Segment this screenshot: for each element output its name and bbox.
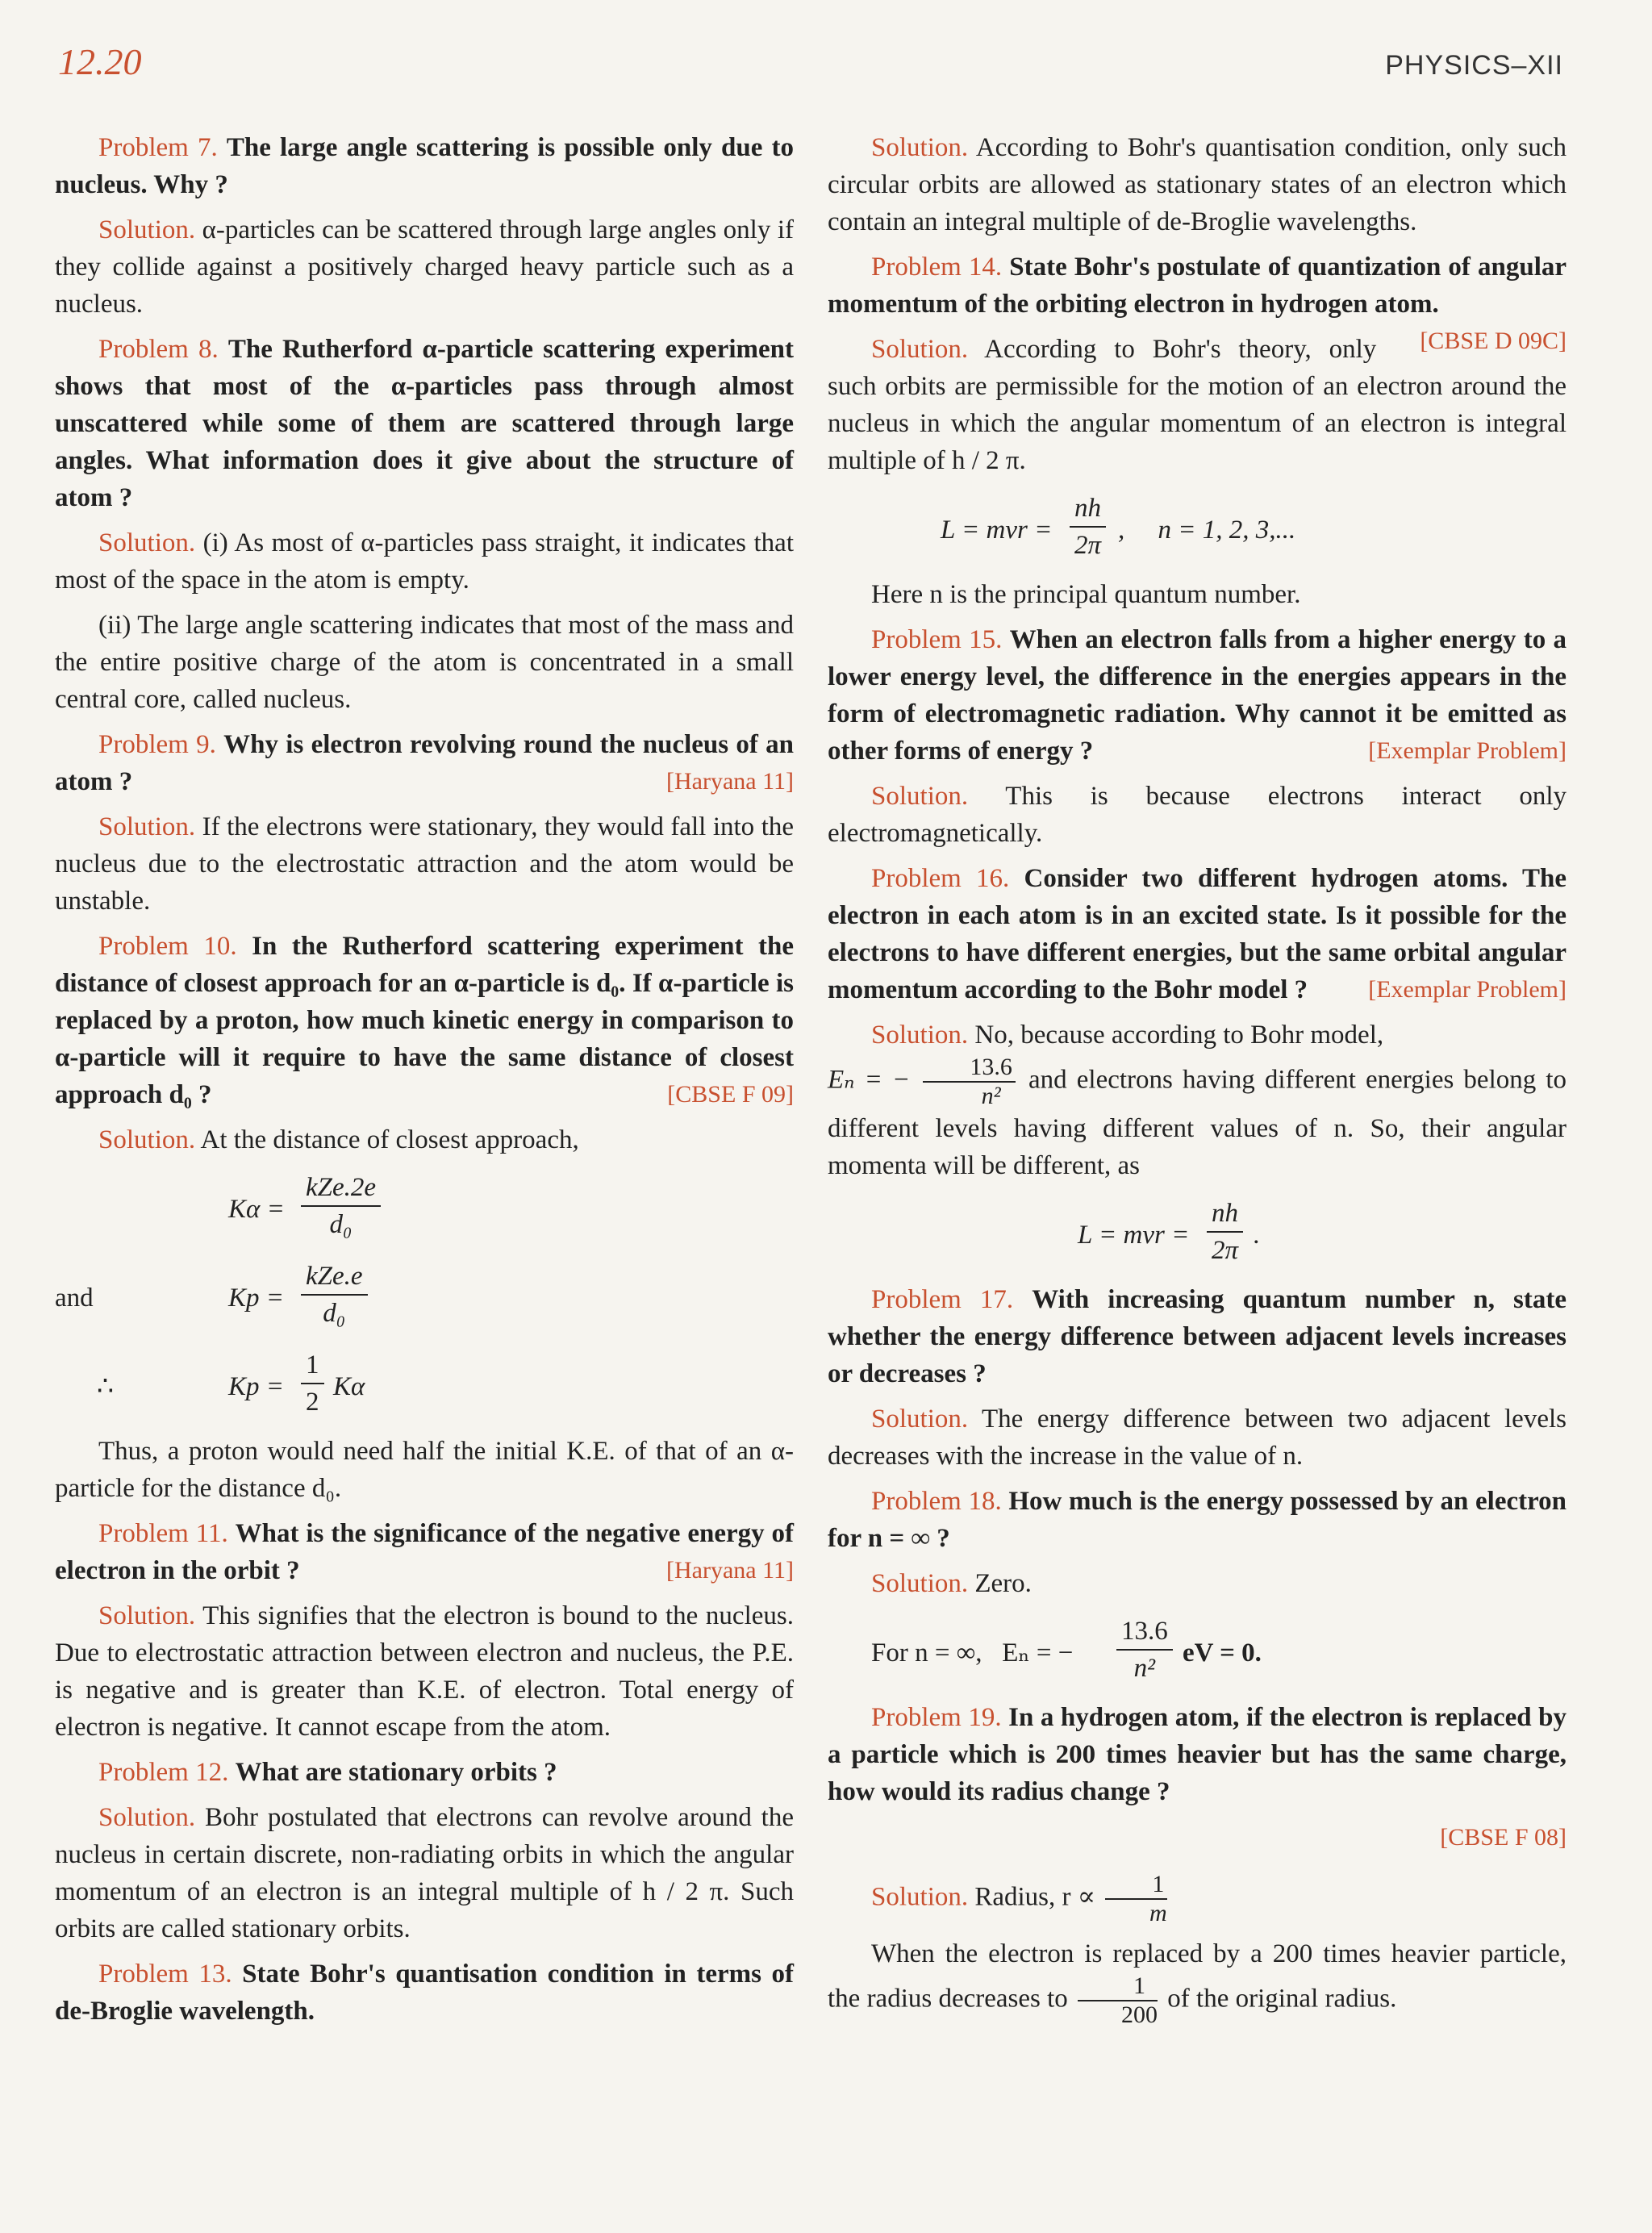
energy-formula-fraction [923, 1054, 1016, 1110]
exam-tag: [Exemplar Problem] [1368, 976, 1566, 1003]
solution-label: Solution. [98, 528, 196, 557]
solution-label: Solution. [871, 1882, 969, 1912]
solution-8 [55, 524, 794, 599]
denominator: d₀ [323, 1299, 346, 1328]
solution-text: The energy difference between two adjacent levels decreases with the increase in the value of n. [828, 1404, 1566, 1471]
solution-15 [828, 778, 1566, 852]
solution-label: Solution. [98, 812, 196, 841]
numerator: 1 [1105, 1871, 1167, 1900]
solution-label: Solution. [871, 133, 969, 162]
exam-tag: [Exemplar Problem] [1368, 737, 1566, 764]
numerator: 1 [301, 1347, 324, 1384]
equation-lhs: Kp = [228, 1372, 285, 1401]
problem-label: Problem 7. [98, 133, 218, 162]
solution-11 [55, 1597, 794, 1746]
problem-8 [55, 331, 794, 516]
solution-13 [828, 129, 1566, 240]
problem-question: What is the significance of the negative energy of electron in the orbit ? [55, 1519, 794, 1585]
equation-energy-infinity [828, 1610, 1566, 1699]
problem-13 [55, 1955, 794, 2030]
solution-label: Solution. [98, 1601, 196, 1630]
problem-question: Consider two different hydrogen atoms. The electron in each atom is in an excited state. Is it possible for the electrons to have different energies, but the same orbital angular momentum according to the Bohr model ? [828, 864, 1566, 1004]
numerator: nh [1207, 1196, 1243, 1233]
numerator: nh [1070, 490, 1106, 528]
numerator: kZe.2e [301, 1170, 381, 1207]
problem-18 [828, 1483, 1566, 1557]
problem-label: Problem 12. [98, 1758, 229, 1787]
problem-15 [828, 621, 1566, 770]
problem-label: Problem 16. [871, 864, 1010, 893]
solution-text: (i) As most of α-particles pass straight, it indicates that most of the space in the atom is empty. [55, 528, 794, 595]
solution-text: and electrons having different energies belong to different levels having different values of n. So, their angular momenta will be different, as [828, 1065, 1567, 1180]
numerator: 1 [1078, 1972, 1158, 2001]
left-column [55, 129, 794, 2038]
problem-17 [828, 1281, 1566, 1392]
equation-k-alpha [55, 1167, 794, 1255]
equation-fraction [301, 1347, 324, 1420]
solution-9 [55, 808, 794, 920]
energy-formula-lhs: Eₙ = − [828, 1065, 911, 1095]
problem-label: Problem 11. [98, 1519, 228, 1548]
problem-question: Why is electron revolving round the nucleus of an atom ? [55, 730, 795, 796]
solution-text: Here n is the principal quantum number. [871, 580, 1301, 609]
equation-lhs: Kα = [228, 1195, 285, 1224]
numerator: 13.6 [923, 1054, 1016, 1083]
solution-18 [828, 1565, 1566, 1602]
problem-question: The Rutherford α-particle scattering experiment shows that most of the α-particles pass through almost unscattered while some of them are scattered through large angles. What information does it give about the structure of atom ? [55, 335, 794, 512]
solution-16 [828, 1016, 1566, 1184]
denominator: n² [981, 1083, 1001, 1109]
denominator: d₀ [329, 1210, 353, 1239]
problem-19-tag-line [828, 1818, 1566, 1856]
problem-question: How much is the energy possessed by an electron for n = ∞ ? [828, 1487, 1567, 1553]
solution-7 [55, 211, 794, 323]
exam-tag: [CBSE F 09] [667, 1081, 794, 1108]
solution-label: Solution. [871, 1021, 969, 1050]
problem-16 [828, 860, 1566, 1008]
problem-label: Problem 13. [98, 1960, 232, 1989]
problem-label: Problem 10. [98, 932, 237, 961]
page-number: 12.20 [58, 41, 142, 82]
equation-rhs: . [1254, 1221, 1261, 1250]
solution-19-conclusion [828, 1935, 1566, 2029]
solution-19 [828, 1871, 1566, 1927]
problem-label: Problem 19. [871, 1703, 1002, 1732]
solution-label: Solution. [871, 782, 969, 811]
exam-tag: [CBSE D 09C] [1420, 328, 1566, 354]
solution-text: According to Bohr's theory, only such orbits are permissible for the motion of an electron around the nucleus in which the angular momentum of an electron is integral multiple of h / 2 π. [828, 335, 1566, 475]
problem-label: Problem 9. [98, 730, 216, 759]
solution-text: Zero. [974, 1569, 1032, 1598]
solution-label: Solution. [871, 335, 969, 364]
problem-12 [55, 1754, 794, 1791]
denominator: 200 [1121, 2001, 1158, 2028]
problem-question: State Bohr's quantisation condition in terms of de-Broglie wavelength. [55, 1960, 795, 2026]
denominator: m [1149, 1900, 1167, 1926]
exam-tag: [Haryana 11] [666, 1557, 794, 1584]
equation-rhs: Kα [333, 1372, 365, 1401]
equation-fraction [1116, 1613, 1173, 1686]
solution-label: Solution. [98, 1803, 196, 1832]
equation-k-p [55, 1255, 794, 1344]
solution-label: Solution. [871, 1404, 969, 1434]
radius-ratio-fraction [1078, 1972, 1158, 2029]
solution-text: At the distance of closest approach, [200, 1125, 579, 1154]
equation-fraction [301, 1170, 381, 1242]
equation-angular-momentum-2 [828, 1192, 1566, 1281]
problem-10 [55, 928, 794, 1113]
equation-prefix: ∴ [97, 1372, 114, 1401]
problem-question: What are stationary orbits ? [235, 1758, 557, 1787]
solution-12 [55, 1799, 794, 1947]
solution-label: Solution. [98, 215, 196, 244]
solution-text: When the electron is replaced by a 200 times heavier particle, the radius decreases to [828, 1939, 1566, 2014]
numerator: kZe.e [301, 1258, 368, 1296]
equation-lhs: L = mvr = [1078, 1221, 1190, 1250]
denominator: 2 [306, 1388, 319, 1417]
exam-tag: [CBSE F 08] [1440, 1824, 1566, 1851]
right-column [828, 129, 1566, 2037]
solution-label: Solution. [871, 1569, 969, 1598]
problem-19 [828, 1699, 1566, 1810]
equation-fraction [1070, 490, 1106, 563]
solution-text: (ii) The large angle scattering indicates that most of the mass and the entire positive charge of the atom is concentrated in a small central core, called nucleus. [55, 611, 794, 714]
equation-fraction [1207, 1196, 1243, 1268]
solution-text: According to Bohr's quantisation condition, only such circular orbits are allowed as stationary states of an electron which contain an integral multiple of de-Broglie wavelengths. [828, 133, 1566, 236]
solution-label: Solution. [98, 1125, 196, 1154]
solution-text: If the electrons were stationary, they would fall into the nucleus due to the electrostatic attraction and the atom would be unstable. [55, 812, 795, 916]
equation-rhs: eV = 0. [1183, 1638, 1262, 1667]
problem-label: Problem 14. [871, 253, 1003, 282]
problem-label: Problem 15. [871, 625, 1003, 654]
radius-fraction [1105, 1871, 1167, 1927]
solution-text: α-particles can be scattered through large angles only if they collide against a positively charged heavy particle such as a nucleus. [55, 215, 794, 319]
problem-question: With increasing quantum number n, state whether the energy difference between adjacent levels increases or decreases ? [828, 1285, 1567, 1388]
numerator: 13.6 [1116, 1613, 1173, 1651]
problem-9 [55, 726, 794, 800]
solution-text: of the original radius. [1167, 1984, 1397, 2014]
solution-text: Radius, r ∝ [974, 1882, 1096, 1912]
solution-10 [55, 1121, 794, 1158]
solution-14-conclusion [828, 576, 1566, 613]
problem-label: Problem 18. [871, 1487, 1002, 1516]
solution-17 [828, 1400, 1566, 1475]
equation-lhs: For n = ∞, Eₙ = − [871, 1638, 1074, 1667]
problem-question: In the Rutherford scattering experiment the distance of closest approach for an α-particle is d₀. If α-particle is replaced by a proton, how much kinetic energy in comparison to α-particle will it require to have the same distance of closest approach d₀ ? [55, 932, 794, 1109]
equation-fraction [301, 1258, 368, 1331]
exam-tag: [Haryana 11] [666, 768, 794, 795]
denominator: 2π [1074, 531, 1102, 560]
equation-prefix: and [55, 1283, 94, 1313]
problem-question: When an electron falls from a higher energy to a lower energy level, the difference in the energies appears in the form of electromagnetic radiation. Why cannot it be emitted as other forms of energy ? [828, 625, 1567, 766]
solution-text: Bohr postulated that electrons can revolve around the nucleus in certain discrete, non-radiating orbits in which the angular momentum of an electron is an integral multiple of h / 2 π. Such orbits are called stationary orbits. [55, 1803, 795, 1943]
solution-text: This signifies that the electron is bound to the nucleus. Due to electrostatic attraction between electron and nucleus, the P.E. is negative and is greater than K.E. of electron. Total energy of electron is negative. It cannot escape from the atom. [55, 1601, 794, 1742]
equation-rhs: , n = 1, 2, 3,... [1118, 515, 1296, 545]
problem-question: State Bohr's postulate of quantization of angular momentum of the orbiting electron in hydrogen atom. [828, 253, 1567, 319]
equation-lhs: Kp = [228, 1283, 285, 1313]
problem-label: Problem 17. [871, 1285, 1014, 1314]
denominator: 2π [1211, 1236, 1239, 1265]
denominator: n² [1133, 1654, 1156, 1683]
solution-10-conclusion [55, 1433, 794, 1507]
problem-11 [55, 1515, 794, 1589]
solution-text: Thus, a proton would need half the initial K.E. of that of an α-particle for the distance d₀. [55, 1437, 794, 1503]
problem-label: Problem 8. [98, 335, 219, 364]
solution-text: This is because electrons interact only electromagnetically. [828, 782, 1566, 848]
solution-text: No, because according to Bohr model, [974, 1021, 1384, 1050]
problem-question: In a hydrogen atom, if the electron is replaced by a particle which is 200 times heavier but has the same charge, how would its radius change ? [828, 1703, 1567, 1806]
equation-lhs: L = mvr = [941, 515, 1053, 545]
problem-7 [55, 129, 794, 203]
problem-question: The large angle scattering is possible only due to nucleus. Why ? [55, 133, 794, 199]
equation-angular-momentum [828, 487, 1566, 576]
equation-k-ratio [55, 1344, 794, 1433]
solution-8-ii [55, 607, 794, 718]
book-title: PHYSICS–XII [1385, 50, 1563, 81]
